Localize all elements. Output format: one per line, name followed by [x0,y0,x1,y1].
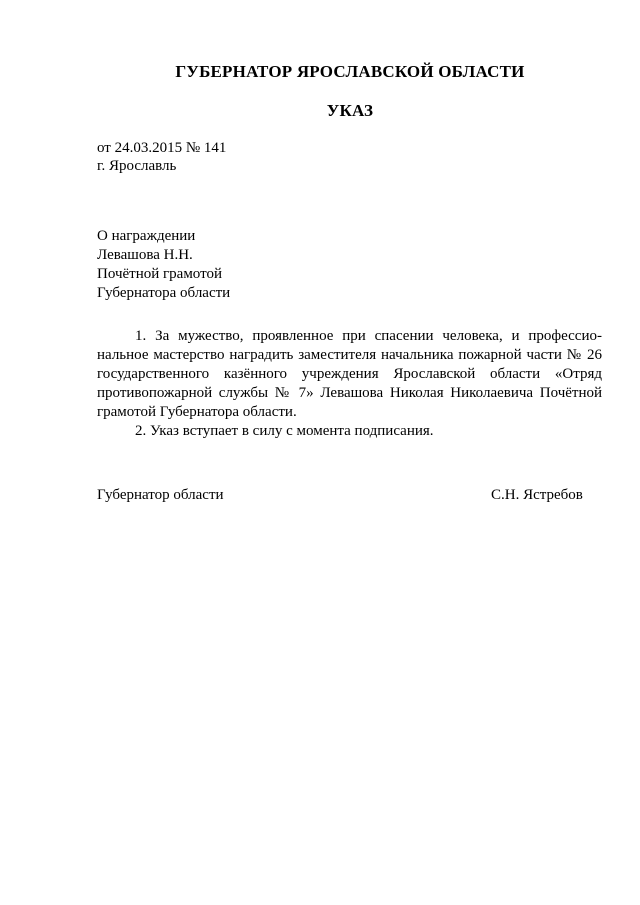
document-type-heading: УКАЗ [326,101,374,120]
city: г. Ярославль [97,158,177,174]
decree-paragraph-1: 1. За мужество, проявленное при спасении человека, и профессиональное мастерство наградить заместителя начальника пожарной части № 26 государственного казённого учреждения Ярославской области «Отряд противопожарной службы № 7» Левашова Николая Николаевича Почётной грамотой Губернатора области. [97,328,602,420]
subject-line: Почётной грамотой [97,266,222,282]
decree-body [97,327,602,441]
decree-paragraph-2: 2. Указ вступает в силу с момента подписания. [135,423,434,439]
signatory-name: С.Н. Ястребов [491,487,583,503]
authority-heading: ГУБЕРНАТОР ЯРОСЛАВСКОЙ ОБЛАСТИ [175,62,525,81]
subject-block [97,227,230,303]
subject-line: Левашова Н.Н. [97,247,193,263]
date-number: от 24.03.2015 № 141 [97,140,227,156]
signatory-position: Губернатор области [97,487,224,503]
subject-line: Губернатора области [97,285,231,301]
subject-line: О награждении [97,228,196,244]
